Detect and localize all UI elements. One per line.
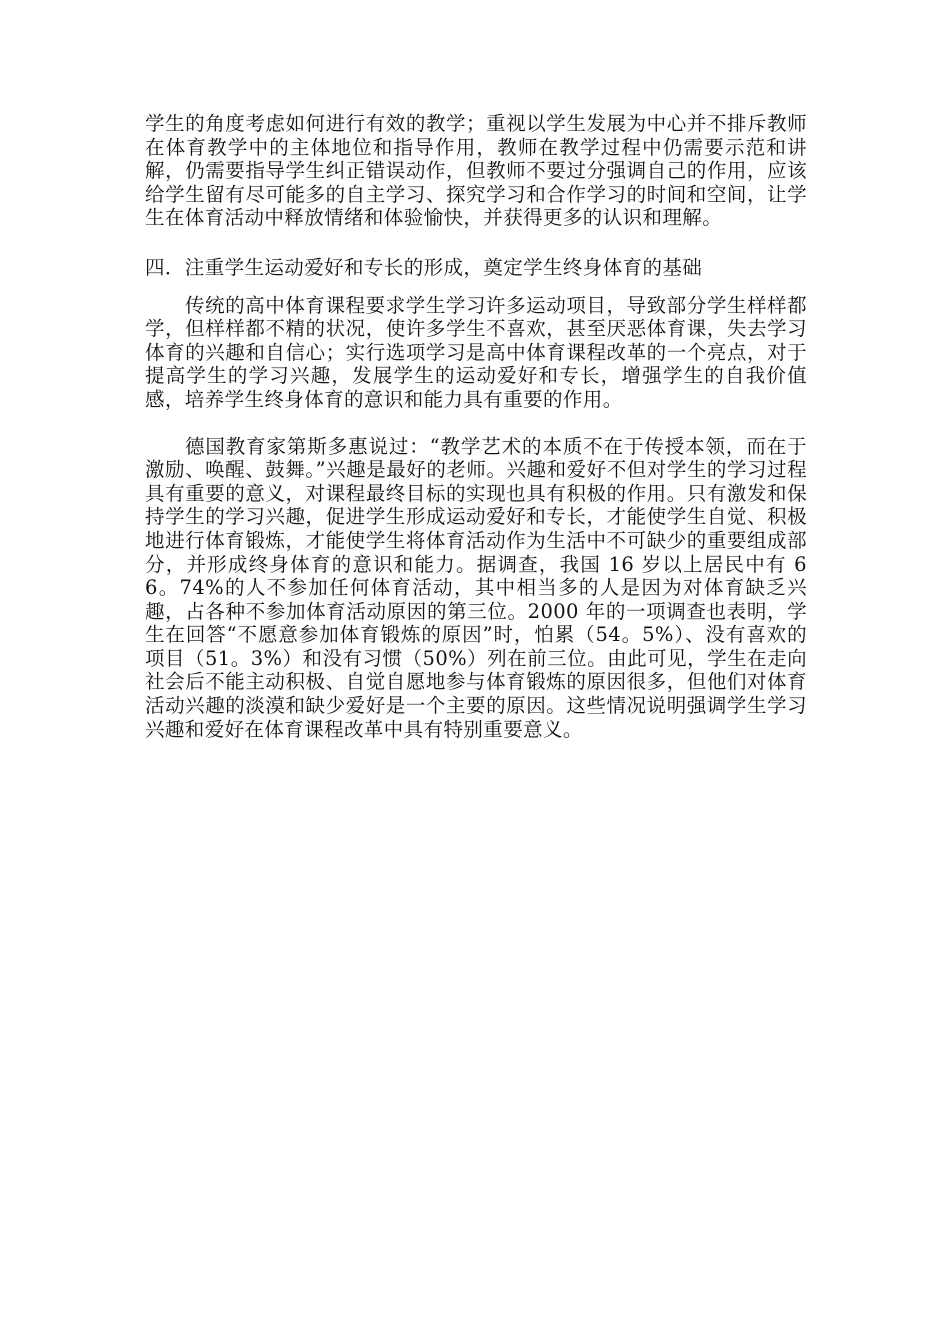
paragraph-interest-importance: 德国教育家第斯多惠说过：“教学艺术的本质不在于传授本领，而在于激励、唤醒、鼓舞。”兴趣是最好的老师。兴趣和爱好不但对学生的学习过程具有重要的意义，对课程最终目标的实现也具有积极的作用。只有激发和保持学生的学习兴趣，促进学生形成运动爱好和专长，才能使学生自觉、积极地进行体育锻炼，才能使学生将体育活动作为生活中不可缺少的重要组成部分，并形成终身体育的意识和能力。据调查，我国 16 岁以上居民中有 66。74%的人不参加任何体育活动，其中相当多的人是因为对体育缺乏兴趣，占各种不参加体育活动原因的第三位。2000 年的一项调查也表明，学生在回答“不愿意参加体育锻炼的原因”时，怕累（54。5%）、没有喜欢的项目（51。3%）和没有习惯（50%）列在前三位。由此可见，学生在走向社会后不能主动积极、自觉自愿地参与体育锻炼的原因很多，但他们对体育活动兴趣的淡漠和缺少爱好是一个主要的原因。这些情况说明强调学生学习兴趣和爱好在体育课程改革中具有特别重要意义。 [145,434,807,741]
section-heading: 四．注重学生运动爱好和专长的形成，奠定学生终身体育的基础 [145,255,703,279]
paragraph-traditional-curriculum: 传统的高中体育课程要求学生学习许多运动项目，导致部分学生样样都学，但样样都不精的状况，使许多学生不喜欢，甚至厌恶体育课，失去学习体育的兴趣和自信心；实行选项学习是高中体育课程改革的一个亮点，对于提高学生的学习兴趣，发展学生的运动爱好和专长，增强学生的自我价值感，培养学生终身体育的意识和能力具有重要的作用。 [145,293,807,411]
document-page [145,112,807,741]
paragraph-continuation: 学生的角度考虑如何进行有效的教学；重视以学生发展为中心并不排斥教师在体育教学中的主体地位和指导作用，教师在教学过程中仍需要示范和讲解，仍需要指导学生纠正错误动作，但教师不要过分强调自己的作用，应该给学生留有尽可能多的自主学习、探究学习和合作学习的时间和空间，让学生在体育活动中释放情绪和体验愉快，并获得更多的认识和理解。 [145,112,807,230]
